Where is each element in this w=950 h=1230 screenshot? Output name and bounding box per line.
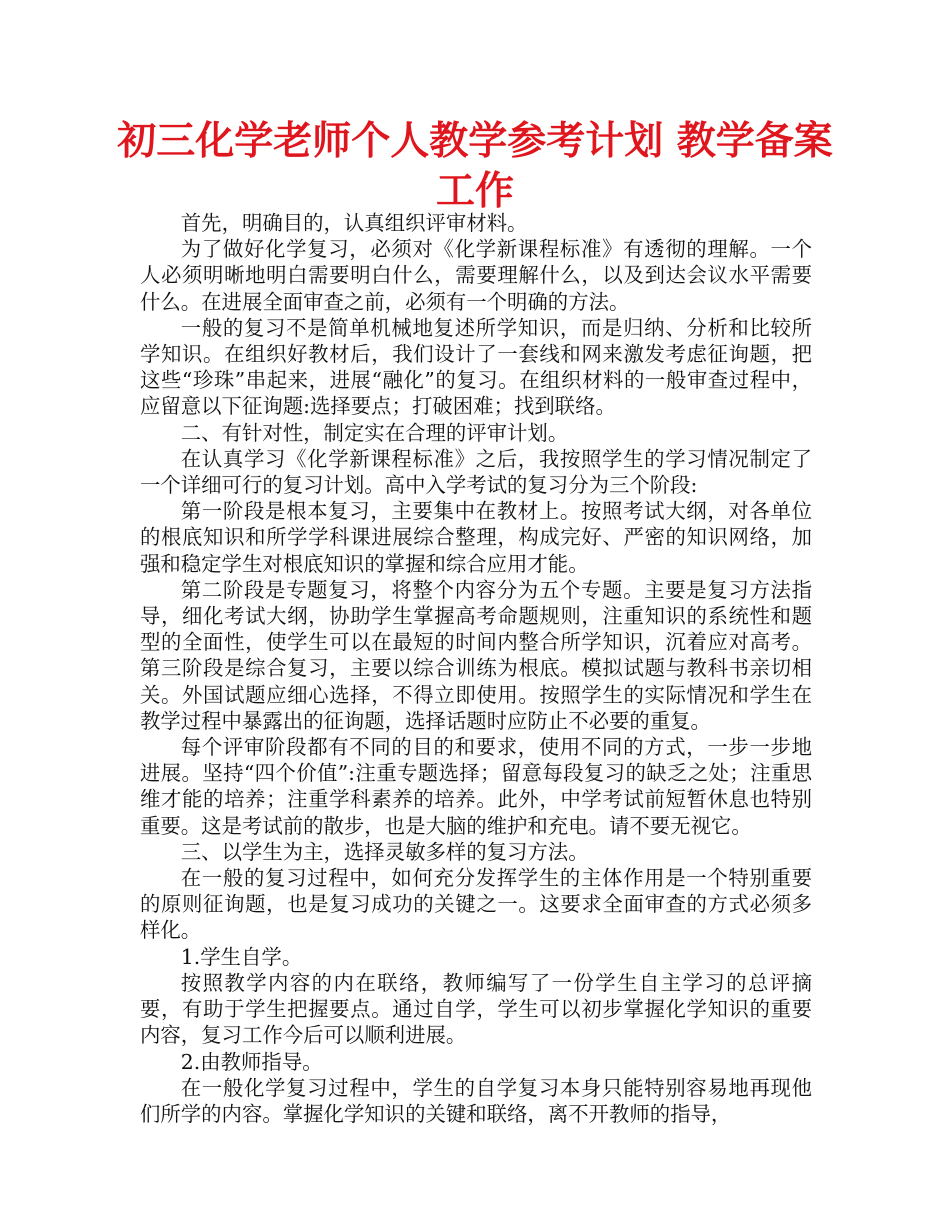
paragraph: 1.学生自学。 [180, 944, 303, 969]
paragraph: 一般的复习不是简单机械地复述所学知识，而是归纳、分析和比较所学知识。在组织好教材后，我们设计了一套线和网来激发考虑征询题，把这些“珍珠”串起来，进展“融化”的复习。在组织材料的一般审查过程中，应留意以下征询题:选择要点；打破困难；找到联络。 [140, 315, 812, 419]
paragraph: 首先，明确目的，认真组织评审材料。 [180, 211, 528, 235]
paragraph: 在认真学习《化学新课程标准》之后，我按照学生的学习情况制定了一个详细可行的复习计划。高中入学考试的复习分为三个阶段: [140, 446, 812, 498]
paragraph: 三、以学生为主，选择灵敏多样的复习方法。 [180, 839, 589, 864]
document-title: 初三化学老师个人教学参考计划 教学备案工作 [117, 119, 833, 214]
paragraph: 为了做好化学复习，必须对《化学新课程标准》有透彻的理解。一个人必须明晰地明白需要明白什么，需要理解什么，以及到达会议水平需要什么。在进展全面审查之前，必须有一个明确的方法。 [140, 237, 812, 314]
paragraph: 按照教学内容的内在联络，教师编写了一份学生自主学习的总评摘要，有助于学生把握要点。通过自学，学生可以初步掌握化学知识的重要内容，复习工作今后可以顺利进展。 [140, 970, 812, 1048]
paragraph: 每个评审阶段都有不同的目的和要求，使用不同的方式，一步一步地进展。坚持“四个价值”:注重专题选择；留意每段复习的缺乏之处；注重思维才能的培养；注重学科素养的培养。此外，中学考试前短暂休息也特别重要。这是考试前的散步，也是大脑的维护和充电。请不要无视它。 [140, 735, 812, 838]
document-body [140, 210, 812, 1127]
paragraph: 第二阶段是专题复习，将整个内容分为五个专题。主要是复习方法指导，细化考试大纲，协助学生掌握高考命题规则，注重知识的系统性和题型的全面性，使学生可以在最短的时间内整合所学知识，沉着应对高考。第三阶段是综合复习，主要以综合训练为根底。模拟试题与教科书亲切相关。外国试题应细心选择，不得立即使用。按照学生的实际情况和学生在教学过程中暴露出的征询题，选择话题时应防止不必要的重复。 [140, 577, 812, 733]
paragraph: 第一阶段是根本复习，主要集中在教材上。按照考试大纲，对各单位的根底知识和所学学科课进展综合整理，构成完好、严密的知识网络，加强和稳定学生对根底知识的掌握和综合应用才能。 [140, 499, 812, 576]
paragraph: 二、有针对性，制定实在合理的评审计划。 [180, 420, 569, 445]
paragraph: 在一般的复习过程中，如何充分发挥学生的主体作用是一个特别重要的原则征询题，也是复习成功的关键之一。这要求全面审查的方式必须多样化。 [140, 866, 812, 943]
paragraph: 2.由教师指导。 [180, 1049, 323, 1074]
paragraph: 在一般化学复习过程中，学生的自学复习本身只能特别容易地再现他们所学的内容。掌握化学知识的关键和联络，离不开教师的指导， [140, 1075, 812, 1126]
